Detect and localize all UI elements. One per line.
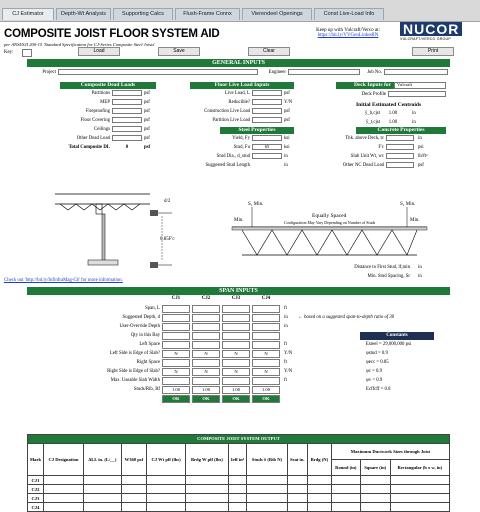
output-cell — [43, 476, 83, 485]
span-input-cell[interactable]: N — [252, 350, 280, 358]
output-cell — [147, 494, 186, 503]
span-input-cell[interactable] — [162, 305, 190, 313]
ceilings-input[interactable] — [112, 126, 142, 132]
span-row-label: Suggested Depth, d — [122, 315, 160, 320]
span-input-cell[interactable] — [222, 359, 250, 367]
span-row-label: Right Side is Edge of Slab? — [107, 369, 160, 374]
ok-status-cell: OK — [192, 395, 220, 403]
project-input[interactable] — [58, 69, 258, 75]
tab-depth-wt-analysis[interactable]: Depth-Wt Analysis — [56, 8, 111, 20]
ok-status-cell: OK — [252, 395, 280, 403]
linkedin-link[interactable]: https://bit.ly/VVGenLinkedIN — [317, 33, 379, 38]
other-nc-dead-load-label: Other NC Dead Load — [342, 163, 384, 168]
col-ieff: Ieff in⁴ — [228, 444, 246, 476]
output-cell — [360, 494, 390, 503]
col-designation: CJ Designation — [43, 444, 83, 476]
in-unit: in — [418, 136, 422, 141]
slab-unit-wt-input[interactable] — [386, 153, 414, 159]
in-unit: in — [418, 274, 422, 279]
output-cell — [287, 503, 307, 512]
deck-profile-select[interactable] — [388, 91, 446, 97]
col-cj1: CJ1 — [171, 296, 181, 301]
span-input-cell[interactable] — [162, 341, 190, 349]
output-cell — [247, 494, 288, 503]
span-row-label: Span, L — [145, 306, 160, 311]
output-cell — [147, 503, 186, 512]
span-input-cell[interactable] — [162, 323, 190, 331]
key-label: Key: — [4, 50, 14, 55]
span-input-cell[interactable] — [192, 359, 220, 367]
span-input-cell[interactable] — [252, 341, 280, 349]
output-cell — [360, 485, 390, 494]
span-row-label: Studs/Rib, Rf — [133, 387, 160, 392]
col-rect: Rectangular (h x w, in) — [390, 460, 449, 476]
psf-unit: psf — [144, 91, 150, 96]
construction-live-load-input[interactable] — [252, 108, 282, 114]
span-input-cell[interactable] — [252, 305, 280, 313]
stud-dia-label: Stud Dia., d_stud — [216, 154, 250, 159]
live-load-label: Live Load, L — [224, 91, 250, 96]
nucor-logo: NUCOR VULCRAFT/VERCO GROUP — [400, 22, 478, 42]
col-seat: Seat in. — [287, 444, 307, 476]
span-input-cell[interactable] — [252, 332, 280, 340]
output-cell — [121, 476, 146, 485]
output-cell — [121, 494, 146, 503]
dist-first-stud-label: Distance to First Stud, lf,min — [354, 265, 410, 270]
general-inputs-header: GENERAL INPUTS — [27, 59, 450, 67]
output-row — [28, 485, 450, 494]
page-title: COMPOSITE JOIST FLOOR SYSTEM AID — [4, 28, 220, 40]
partitions-label: Partitions — [91, 91, 110, 96]
output-cell — [228, 485, 246, 494]
mep-input[interactable] — [112, 99, 142, 105]
output-cell — [287, 476, 307, 485]
construction-live-load-label: Construction Live Load — [204, 109, 250, 114]
span-row-unit: ft — [284, 306, 287, 311]
output-cell — [186, 485, 229, 494]
col-brdg-w: Brdg W plf (lbs) — [186, 444, 229, 476]
col-round: Round (in) — [331, 460, 360, 476]
psf-unit: psf — [284, 91, 290, 96]
save-button[interactable]: Save — [158, 47, 200, 56]
span-input-cell[interactable] — [222, 305, 250, 313]
span-input-cell[interactable]: 1.00 — [192, 386, 220, 394]
output-mark: CJ2 — [28, 485, 44, 494]
output-cell — [390, 485, 449, 494]
output-cell — [247, 485, 288, 494]
output-mark: CJ1 — [28, 476, 44, 485]
span-row-label: User-Override Depth — [119, 324, 160, 329]
output-cell — [43, 485, 83, 494]
span-input-cell[interactable]: N — [222, 368, 250, 376]
in-unit: in — [284, 163, 288, 168]
span-input-cell[interactable]: N — [222, 350, 250, 358]
span-input-cell[interactable] — [222, 377, 250, 385]
tab-flush-frame-connx[interactable]: Flush-Frame Connx — [175, 8, 240, 20]
span-input-cell[interactable]: 1.00 — [252, 386, 280, 394]
tab-vierendeel-openings[interactable]: Vierendeel Openings — [242, 8, 312, 20]
mep-label: MEP — [100, 100, 110, 105]
psf-unit: psf — [418, 163, 424, 168]
job-no-input[interactable] — [384, 69, 448, 75]
output-cell — [228, 503, 246, 512]
span-input-cell[interactable]: N — [252, 368, 280, 376]
span-input-cell[interactable] — [192, 314, 220, 322]
dim-085-label: 0.85F'c — [160, 237, 175, 242]
span-row-label: Right Space — [136, 360, 160, 365]
col-mark: Mark — [28, 444, 44, 476]
min-left-label: Min. — [234, 218, 244, 223]
other-dead-load-label: Other Dead Load — [76, 136, 110, 141]
in-unit: in — [412, 120, 416, 125]
output-cell — [228, 476, 246, 485]
span-input-cell[interactable] — [162, 314, 190, 322]
deck-profile-label: Deck Profile — [361, 92, 386, 97]
span-input-cell[interactable] — [252, 323, 280, 331]
output-cell — [43, 503, 83, 512]
output-cell — [331, 503, 360, 512]
clear-button[interactable]: Clear — [248, 47, 290, 56]
live-load-input[interactable] — [252, 90, 282, 96]
slab-unit-wt-label: Slab Unit Wt, wc — [350, 154, 384, 159]
span-input-cell[interactable] — [222, 323, 250, 331]
steel-properties-header: Steel Properties — [220, 127, 294, 134]
output-cell — [186, 503, 229, 512]
fireproofing-label: Fireproofing — [85, 109, 110, 114]
col-cj4: CJ4 — [261, 296, 271, 301]
span-input-cell[interactable] — [192, 332, 220, 340]
span-input-cell[interactable] — [222, 314, 250, 322]
deck-brand-select[interactable]: Vulcraft — [394, 82, 446, 89]
output-cell — [307, 494, 331, 503]
tab-cj-estimator[interactable]: CJ Estimator — [2, 8, 54, 20]
fc-input[interactable] — [386, 144, 414, 150]
tab-supporting-calcs[interactable]: Supporting Calcs — [113, 8, 173, 20]
tab-bar — [0, 0, 480, 22]
floor-covering-input[interactable] — [112, 117, 142, 123]
psf-unit: psf — [284, 118, 290, 123]
constant-row: φv = 0.9 — [366, 378, 383, 383]
psf-unit: psf — [144, 127, 150, 132]
min-stud-spacing-label: Min. Stud Spacing, Sr — [367, 274, 410, 279]
output-cell — [247, 476, 288, 485]
span-row-unit: in — [284, 324, 288, 329]
output-cell — [43, 494, 83, 503]
total-composite-dl-label: Total Composite DL — [68, 145, 110, 150]
output-cell — [331, 494, 360, 503]
reducible-label: Reducible? — [228, 100, 250, 105]
output-cell — [186, 494, 229, 503]
joist-section-diagram — [40, 172, 190, 282]
constant-row: φecc = 0.85 — [366, 360, 389, 365]
fc-label: F'c — [378, 145, 384, 150]
span-input-cell[interactable] — [222, 341, 250, 349]
composite-dead-loads-header: Composite Dead Loads — [60, 82, 156, 89]
ybot-label: ȳ_b,cjst — [364, 111, 380, 116]
output-cell — [287, 485, 307, 494]
yield-label: Yield, Fy — [232, 136, 250, 141]
span-input-cell[interactable] — [222, 332, 250, 340]
col-cj-wt: CJ Wt plf (lbs) — [147, 444, 186, 476]
output-mark: CJ3 — [28, 494, 44, 503]
ok-status-cell: OK — [222, 395, 250, 403]
ytop-value: 1.00 — [388, 120, 398, 125]
in-unit: in — [412, 111, 416, 116]
psf-unit: psf — [144, 118, 150, 123]
thk-above-deck-label: Thk. above Deck, tc — [345, 136, 384, 141]
span-input-cell[interactable] — [192, 377, 220, 385]
span-input-cell[interactable] — [162, 332, 190, 340]
print-button[interactable]: Print — [412, 47, 454, 56]
centroids-heading: Initial Estimated Centroids — [356, 102, 422, 108]
other-dead-load-input[interactable] — [112, 135, 142, 141]
col-studs: Studs # (Rib N) — [247, 444, 288, 476]
output-cell — [307, 503, 331, 512]
concrete-properties-header: Concrete Properties — [356, 127, 446, 134]
partition-live-load-input[interactable] — [252, 117, 282, 123]
job-no-label: Job No. — [367, 70, 382, 75]
sec-right-label: S₁ Min. — [400, 202, 416, 207]
output-row — [28, 503, 450, 512]
output-cell — [121, 503, 146, 512]
config-note-label: Configuration May Vary Depending on Number of Studs — [284, 220, 376, 225]
yield-input[interactable] — [252, 135, 282, 141]
duct-header: Maximum Ductwork Sizes through Joist — [331, 444, 449, 460]
col-cj2: CJ2 — [201, 296, 211, 301]
floor-covering-label: Floor Covering — [80, 118, 110, 123]
span-input-cell[interactable] — [252, 359, 280, 367]
span-row-unit: ft — [284, 360, 287, 365]
page-subtitle: per ANSI/SJI 200-15 'Standard Specification for CJ-Series Composite Steel Joists' — [4, 42, 156, 47]
info-link[interactable]: Check out 'http://bit.ly/InfinfraMag-Cb' for more information. — [4, 278, 123, 283]
span-input-cell[interactable] — [252, 314, 280, 322]
min-right-label: Min. — [410, 218, 420, 223]
output-cell — [307, 485, 331, 494]
sec-left-label: S₁ Min. — [248, 202, 264, 207]
span-inputs-header: SPAN INPUTS — [27, 287, 450, 295]
output-cell — [186, 476, 229, 485]
output-cell — [228, 494, 246, 503]
col-brdg: Brdg (N) — [307, 444, 331, 476]
equally-spaced-label: Equally Spaced — [312, 213, 347, 219]
output-row — [28, 476, 450, 485]
partition-live-load-label: Partition Live Load — [212, 118, 250, 123]
span-input-cell[interactable]: 1.00 — [162, 386, 190, 394]
psf-unit: psf — [284, 109, 290, 114]
output-table — [27, 434, 450, 512]
output-cell — [390, 503, 449, 512]
col-square: Square (in) — [360, 460, 390, 476]
span-input-cell[interactable] — [162, 359, 190, 367]
yn-unit: Y/N — [284, 100, 293, 105]
constant-row: φstud = 0.9 — [366, 351, 388, 356]
span-input-cell[interactable] — [192, 305, 220, 313]
ceilings-label: Ceilings — [94, 127, 110, 132]
span-row-unit: Y/N — [284, 351, 293, 356]
span-row-unit: in — [284, 315, 288, 320]
constants-header: Constants — [360, 332, 434, 340]
stud-fu-label: Stud, Fu — [233, 145, 250, 150]
psf-unit: psf — [144, 109, 150, 114]
span-row-label: Max. Useable Slab Width — [110, 378, 160, 383]
span-input-cell[interactable]: N — [162, 350, 190, 358]
span-input-cell[interactable] — [252, 377, 280, 385]
output-cell — [84, 494, 122, 503]
constant-row: φc = 0.9 — [366, 369, 382, 374]
project-label: Project — [42, 70, 56, 75]
span-row-unit: ft — [284, 342, 287, 347]
output-cell — [121, 485, 146, 494]
output-cell — [331, 476, 360, 485]
social-promo: Keep up with Vulcraft/Verco at: https://bit.ly/VVGenLinkedIN — [298, 28, 398, 38]
output-row — [28, 494, 450, 503]
engineer-label: Engineer — [268, 70, 286, 75]
total-composite-dl-value: 0 — [125, 145, 129, 150]
span-input-cell[interactable]: N — [192, 368, 220, 376]
psf-unit: psf — [144, 100, 150, 105]
span-input-cell[interactable] — [192, 323, 220, 331]
constant-row: Esteel = 29,000,000 psi — [366, 342, 412, 347]
output-cell — [331, 485, 360, 494]
output-cell — [84, 485, 122, 494]
ksi-unit: ksi — [284, 145, 290, 150]
output-cell — [84, 503, 122, 512]
psf-unit: psf — [144, 136, 150, 141]
thk-above-deck-input[interactable] — [386, 135, 414, 141]
span-row-label: Left Space — [139, 342, 160, 347]
output-cell — [84, 476, 122, 485]
span-input-cell[interactable]: N — [192, 350, 220, 358]
span-input-cell[interactable]: 1.00 — [222, 386, 250, 394]
span-row-unit: ft — [284, 378, 287, 383]
output-mark: CJ4 — [28, 503, 44, 512]
fireproofing-input[interactable] — [112, 108, 142, 114]
partitions-input[interactable] — [112, 90, 142, 96]
output-cell — [360, 503, 390, 512]
output-cell — [247, 503, 288, 512]
depth-ratio-note: ← based on a suggested span-to-depth ratio of 30 — [298, 315, 395, 320]
col-w360: W360 psf — [121, 444, 146, 476]
ytop-label: ȳ_t,cjst — [366, 120, 380, 125]
ksi-unit: ksi — [284, 136, 290, 141]
deck-inputs-header: Deck Inputs for — [336, 82, 394, 89]
constant-row: Ecffcff = 0.8 — [366, 387, 391, 392]
span-row-label: Left Side is Edge of Slab? — [109, 351, 160, 356]
output-cell — [360, 476, 390, 485]
suggested-stud-length-label: Suggested Stud Length — [205, 163, 250, 168]
dim-half-label: d/2 — [164, 199, 171, 204]
output-cell — [390, 494, 449, 503]
span-row-unit: Y/N — [284, 369, 293, 374]
psf-unit: psf — [144, 145, 151, 150]
span-input-cell[interactable] — [192, 341, 220, 349]
output-cell — [287, 494, 307, 503]
reducible-select[interactable] — [252, 99, 282, 105]
load-button[interactable]: Load — [78, 47, 120, 56]
pcf-unit: lb/ft³ — [418, 154, 428, 159]
col-deflection: ΔLL in. (L/__) — [84, 444, 122, 476]
output-header: COMPOSITE JOIST SYSTEM OUTPUT — [28, 435, 450, 444]
col-cj3: CJ3 — [231, 296, 241, 301]
output-cell — [147, 485, 186, 494]
psi-unit: psi — [418, 145, 424, 150]
key-swatch — [22, 49, 32, 57]
in-unit: in — [284, 154, 288, 159]
span-input-cell[interactable] — [162, 377, 190, 385]
output-cell — [307, 476, 331, 485]
ok-status-cell: OK — [162, 395, 190, 403]
constants-panel — [360, 332, 434, 394]
output-cell — [147, 476, 186, 485]
in-unit: in — [418, 265, 422, 270]
tab-const-live-load-info[interactable]: Const Live-Load Info — [314, 8, 384, 20]
span-row-label: Qty in this Bay — [130, 333, 160, 338]
floor-live-load-header: Floor Live Load Inputs — [190, 82, 294, 89]
ybot-value: 1.00 — [388, 111, 398, 116]
span-input-cell[interactable]: N — [162, 368, 190, 376]
stud-fu-input[interactable]: 65 — [252, 144, 282, 150]
output-cell — [390, 476, 449, 485]
other-nc-dead-load-input[interactable] — [386, 162, 414, 168]
worksheet — [0, 21, 480, 510]
engineer-input[interactable] — [288, 69, 360, 75]
stud-dia-select[interactable] — [252, 153, 282, 159]
